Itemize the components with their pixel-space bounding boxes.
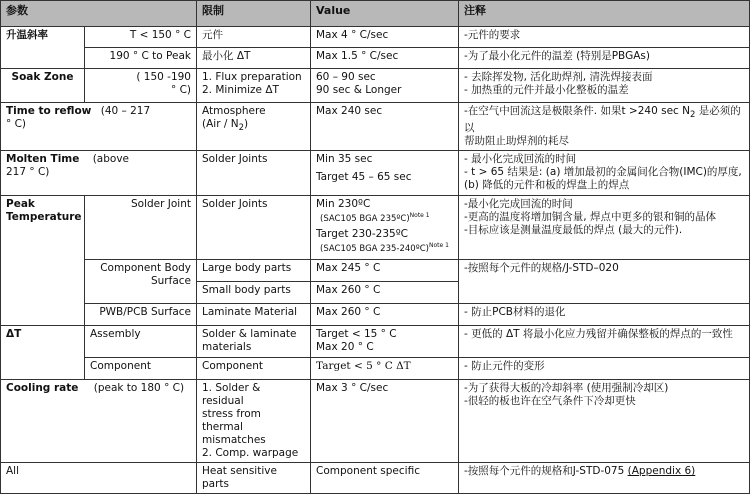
reflow-param: [1, 103, 197, 151]
reflow-value: Max 240 sec: [311, 103, 459, 151]
molten-note: [459, 151, 750, 196]
peak-cb-note: -按照每个元件的规格/J-STD–020: [459, 260, 750, 304]
cool-note-1: -为了获得大板的冷却斜率 (使用强制冷却区): [464, 382, 669, 395]
reflow-limit-2-sub: 2: [238, 123, 245, 134]
ramp-limit-2: 最小化 ΔT: [197, 48, 311, 69]
peak-sj-value-2a: (SAC105 BGA 235ºC): [320, 213, 410, 224]
cool-note: [459, 380, 750, 463]
cool-param: [1, 380, 197, 463]
reflow-row: [1, 103, 750, 151]
ramp-limit-1: 元件: [197, 27, 311, 48]
molten-note-2: - t > 65 结果是: (a) 增加最初的金属间化合物(IMC)的厚度,: [464, 166, 742, 179]
molten-value-2: Target 45 – 65 sec: [316, 171, 412, 184]
dt-asm-value-2: Max 20 ° C: [316, 341, 374, 354]
dt-asm-limit: Solder & laminate materials: [197, 326, 311, 358]
cool-value: Max 3 ° C/sec: [311, 380, 459, 463]
all-note-text: -按照每个元件的规格和J-STD-075: [464, 465, 628, 478]
reflow-label: Time to reflow: [6, 105, 92, 117]
peak-cb-limit-2: Small body parts: [197, 282, 311, 304]
peak-sj-note-3: -目标应该是测量温度最低的焊点 (最大的元件).: [464, 224, 683, 237]
peak-cb-row-1: [1, 260, 750, 282]
soak-row: [1, 69, 750, 103]
dt-asm-value: [311, 326, 459, 358]
soak-value-1: 60 – 90 sec: [316, 71, 376, 83]
reflow-limit-2a: (Air / N: [202, 118, 239, 130]
dt-asm-row: [1, 326, 750, 358]
cool-limit-1: 1. Solder & residual stress from thermal mismatches: [202, 382, 266, 447]
peak-sj-value-1: Min 230ºC: [316, 198, 371, 211]
dt-asm-value-1: Target < 15 ° C: [316, 328, 397, 341]
peak-pwb-note: - 防止PCB材料的退化: [459, 304, 750, 326]
reflow-cond: (40 – 217: [100, 105, 151, 117]
dt-asm-note: - 更低的 ΔT 将最小化应力残留并确保整板的焊点的一致性: [459, 326, 750, 358]
molten-note-3: (b) 降低的元件和板的焊盘上的焊点: [464, 179, 630, 192]
reflow-note: [459, 103, 750, 151]
header-value: Value: [311, 1, 459, 27]
ramp-label: 升温斜率: [1, 27, 85, 69]
soak-note: [459, 69, 750, 103]
molten-value-1: Min 35 sec: [316, 153, 373, 166]
header-row: [1, 1, 750, 27]
soak-limit-2: 2. Minimize ΔT: [202, 84, 279, 96]
soak-label-text: Soak Zone: [11, 71, 74, 83]
molten-cond: (above: [92, 153, 129, 166]
peak-label-1: Peak: [6, 198, 35, 211]
reflow-label-2: ° C): [6, 118, 27, 130]
dt-comp-cond: Component: [85, 358, 197, 380]
peak-cb-cond-1: Component Body: [100, 262, 191, 275]
peak-sj-value-3: Target 230-235ºC: [316, 227, 408, 240]
soak-value: [311, 69, 459, 103]
header-param: 参数: [1, 1, 197, 27]
dt-comp-value: Target < 5 ° C ΔT: [311, 358, 459, 380]
all-row: [1, 463, 750, 494]
reflow-note-1b: 是必须的以: [464, 105, 741, 135]
peak-sj-note-1: -最小化完成回流的时间: [464, 198, 573, 211]
soak-limit-1: 1. Flux preparation: [202, 71, 302, 83]
all-label: All: [1, 463, 197, 494]
cool-cond: (peak to 180 ° C): [93, 382, 185, 395]
ramp-note-1: -元件的要求: [459, 27, 750, 48]
soak-note-2: - 加热重的元件并最小化整板的温差: [464, 84, 629, 96]
reflow-limit-1: Atmosphere: [202, 105, 266, 117]
peak-pwb-cond: PWB/PCB Surface: [85, 304, 197, 326]
cool-label: Cooling rate: [6, 382, 79, 395]
molten-label-2: 217 ° C): [6, 166, 50, 179]
peak-sj-note-ref-1: Note 1: [409, 212, 430, 220]
dt-comp-limit: Component: [197, 358, 311, 380]
peak-cb-cond-2: Surface: [150, 275, 191, 288]
molten-label: Molten Time: [6, 153, 80, 166]
peak-pwb-limit: Laminate Material: [197, 304, 311, 326]
soak-note-1: - 去除挥发物, 活化助焊剂, 清洗焊接表面: [464, 71, 653, 83]
peak-label: [1, 196, 85, 326]
soak-value-2: 90 sec & Longer: [316, 84, 402, 96]
appendix-6-link[interactable]: (Appendix 6): [627, 465, 696, 478]
peak-cb-cond: [85, 260, 197, 304]
peak-sj-limit: Solder Joints: [197, 196, 311, 260]
reflow-limit: [197, 103, 311, 151]
molten-value: [311, 151, 459, 196]
molten-limit: Solder Joints: [197, 151, 311, 196]
molten-row: [1, 151, 750, 196]
peak-sj-row: [1, 196, 750, 260]
reflow-note-1: [464, 105, 744, 135]
cool-row: [1, 380, 750, 463]
molten-note-1: - 最小化完成回流的时间: [464, 153, 577, 166]
all-value: Component specific: [311, 463, 459, 494]
header-limit: 限制: [197, 1, 311, 27]
peak-sj-value-4a: (SAC105 BGA 235-240ºC): [320, 243, 429, 254]
peak-cb-limit-1: Large body parts: [197, 260, 311, 282]
peak-sj-value-4: [316, 240, 453, 255]
soak-limit: [197, 69, 311, 103]
peak-cb-value-1: Max 245 ° C: [311, 260, 459, 282]
molten-param: [1, 151, 197, 196]
reflow-note-1-sub: 2: [690, 110, 696, 121]
all-note: [459, 463, 750, 494]
reflow-note-1a: -在空气中回流这是极限条件. 如果t >240 sec N: [464, 105, 690, 117]
dt-comp-row: [1, 358, 750, 380]
dt-label: ΔT: [1, 326, 85, 380]
dt-asm-cond: Assembly: [85, 326, 197, 358]
ramp-note-2: -为了最小化元件的温差 (特别是PBGAs): [459, 48, 750, 69]
dt-comp-note: - 防止元件的变形: [459, 358, 750, 380]
header-note: 注释: [459, 1, 750, 27]
cool-limit: [197, 380, 311, 463]
soak-cond: ( 150 -190 ° C): [85, 69, 197, 103]
cool-note-2: -很轻的板也许在空气条件下冷却更快: [464, 395, 636, 408]
ramp-cond-2: 190 ° C to Peak: [85, 48, 197, 69]
peak-sj-note-ref-2: Note 1: [428, 241, 449, 249]
peak-sj-note: [459, 196, 750, 260]
peak-sj-note-2: -更高的温度将增加铜含量, 焊点中更多的银和铜的晶体: [464, 211, 716, 224]
ramp-value-2: Max 1.5 ° C/sec: [311, 48, 459, 69]
reflow-note-2: 帮助阻止助焊剂的耗尽: [464, 135, 569, 148]
peak-sj-value-2: [316, 210, 453, 225]
reflow-limit-2b: ): [244, 118, 249, 130]
peak-sj-value: [311, 196, 459, 260]
ramp-value-1: Max 4 ° C/sec: [311, 27, 459, 48]
ramp-row-1: [1, 27, 750, 48]
soak-label: [1, 69, 85, 103]
reflow-limit-2: [202, 118, 305, 135]
peak-cb-value-2: Max 260 ° C: [311, 282, 459, 304]
peak-label-2: Temperature: [6, 211, 82, 224]
ramp-cond-1: T < 150 ° C: [85, 27, 197, 48]
ramp-row-2: [1, 48, 750, 69]
peak-sj-cond: Solder Joint: [85, 196, 197, 260]
cool-limit-2: 2. Comp. warpage: [202, 447, 299, 460]
peak-pwb-row: [1, 304, 750, 326]
all-limit: Heat sensitive parts: [197, 463, 311, 494]
peak-pwb-value: Max 260 ° C: [311, 304, 459, 326]
